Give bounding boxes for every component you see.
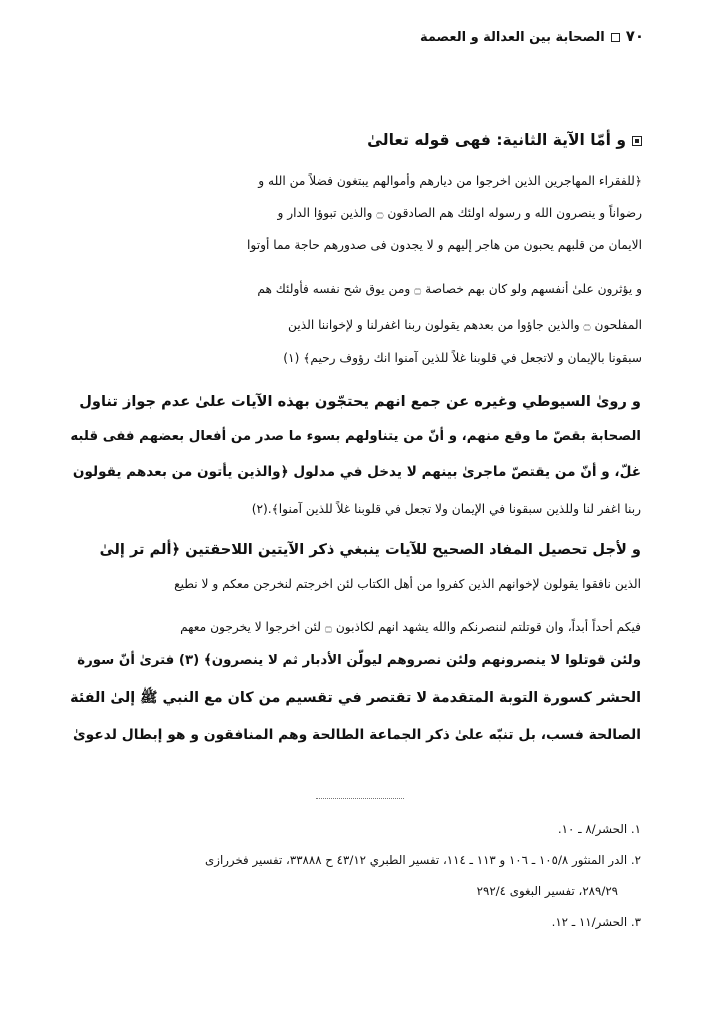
quran-line: المفلحون ۝ والذين جاؤوا من بعدهم يقولون ربنا اغفرلنا و لإخواننا الذين — [288, 318, 642, 332]
footnote: ١. الحشر/٨ ـ ١٠. — [557, 822, 641, 836]
section-heading-text: و أمّا الآية الثانية: فهى قوله تعالىٰ — [367, 131, 626, 149]
body-line: و روىٰ السيوطي وغيره عن جمع انهم يحتجّون بهذه الآيات علىٰ عدم جواز تناول — [79, 393, 641, 410]
body-line: الحشر كسورة التوبة المتقدمة لا تقتصر في تقسيم من كان مع النبي ﷺ إلىٰ الفئة — [70, 690, 641, 706]
quran-line: رضواناً و ينصرون الله و رسوله اولئك هم الصادقون ۝ والذين تبوؤا الدار و — [277, 206, 642, 220]
running-header — [420, 27, 644, 45]
body-line: ولئن قوتلوا لا ينصرونهم ولئن نصروهم ليولّن الأدبار ثم لا ينصرون﴾ (٣) فترىٰ أنّ سورة — [77, 653, 641, 668]
section-heading — [367, 131, 642, 149]
quran-line: ﴿للفقراء المهاجرين الذين اخرجوا من ديارهم وأموالهم يبتغون فضلاً من الله و — [258, 174, 642, 188]
page-number: ٧٠ — [625, 27, 644, 45]
body-line: ربنا اغفر لنا وللذين سبقونا في الإيمان ولا تجعل في قلوبنا غلاً للذين آمنوا﴾.(٢) — [251, 502, 641, 516]
quran-line: الايمان من قلبهم يحبون من هاجر إليهم و لا يجدون فى صدورهم حاجة مما أوتوا — [247, 238, 642, 252]
quran-line: و يؤثرون علىٰ أنفسهم ولو كان بهم خصاصة ۝ ومن يوق شح نفسه فأولئك هم — [257, 282, 642, 296]
body-line: و لأجل تحصيل المفاد الصحيح للآيات ينبغي ذكر الآيتين اللاحقتين ﴿ألم تر إلىٰ — [99, 541, 641, 558]
body-line: الصحابة بقصّ ما وقع منهم، و أنّ من يتناولهم بسوء ما صدر من أفعال بعضهم ففى قلبه — [70, 429, 641, 444]
footnote: ٣. الحشر/١١ ـ ١٢. — [551, 915, 641, 929]
running-title: الصحابة بين العدالة و العصمة — [419, 30, 605, 45]
header-square-icon — [611, 33, 620, 42]
body-line: فيكم أحداً أبداً، وان قوتلتم لننصرنكم والله يشهد انهم لكاذبون ۝ لئن اخرجوا لا يخرجون معهم — [180, 620, 641, 634]
body-line: الصالحة فسب، بل تنبّه علىٰ ذكر الجماعة الطالحة وهم المنافقون و هو إبطال لدعوىٰ — [72, 727, 641, 743]
body-line: غلّ، و أنّ من يقتصّ ماجرىٰ بينهم لا يدخل في مدلول ﴿والذين يأتون من بعدهم يقولون — [72, 464, 641, 480]
bullet-square-icon — [632, 136, 642, 146]
footnote: ٢. الدر المنثور ١٠٥/٨ ـ ١٠٦ و ١١٣ ـ ١١٤، تفسير الطبري ٤٣/١٢ ح ٣٣٨٨٨، تفسير فخررازى — [205, 853, 641, 867]
footnote-separator — [316, 798, 404, 799]
quran-line: سبقونا بالإيمان و لاتجعل في قلوبنا غلاً للذين آمنوا انك رؤوف رحيم﴾ (١) — [283, 351, 642, 365]
body-line: الذين نافقوا يقولون لإخوانهم الذين كفروا من أهل الكتاب لئن اخرجتم لنخرجن معكم و لا نطيع — [174, 577, 641, 591]
footnote-continuation: ٢٨٩/٢٩، تفسير البغوى ٢٩٢/٤ — [476, 884, 618, 898]
